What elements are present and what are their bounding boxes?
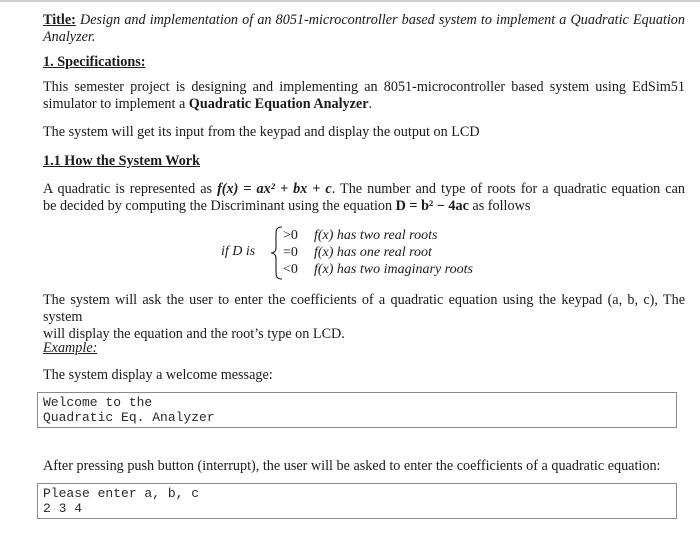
case-description: f(x) has two real roots bbox=[314, 228, 438, 243]
example-heading: Example: bbox=[43, 340, 98, 356]
quadratic-formula: f(x) = ax² + bx + c bbox=[217, 181, 332, 197]
case-description: f(x) has two imaginary roots bbox=[314, 262, 473, 277]
para3-line-2 bbox=[43, 198, 685, 215]
case-condition: =0 bbox=[283, 245, 298, 260]
para3-text-b: . The number and type of roots for a quadratic equation can bbox=[331, 181, 685, 197]
para1-bold: Quadratic Equation Analyzer bbox=[188, 96, 369, 112]
specifications-heading: 1. Specifications: bbox=[43, 54, 146, 70]
title-text-1: Design and implementation of an 8051-microcontroller based system to implement a Quadratic Equation bbox=[79, 12, 685, 28]
para4-line-2: will display the equation and the root’s type on LCD. bbox=[43, 326, 345, 342]
lcd-line-2: Quadratic Eq. Analyzer bbox=[43, 410, 215, 425]
case-row bbox=[283, 227, 437, 244]
lcd-line-1: Please enter a, b, c bbox=[43, 486, 200, 501]
cases-lead: if D is bbox=[221, 244, 256, 259]
lcd-prompt-box bbox=[37, 483, 677, 519]
specifications-paragraph bbox=[43, 79, 685, 113]
para3-line-1 bbox=[43, 181, 685, 198]
para1-pre: simulator to implement a bbox=[43, 96, 189, 112]
para1-post: . bbox=[368, 96, 373, 112]
case-row bbox=[283, 261, 473, 278]
document-title bbox=[43, 12, 685, 46]
para3-text-d: as follows bbox=[468, 198, 531, 214]
case-condition: >0 bbox=[283, 228, 298, 243]
case-description: f(x) has one real root bbox=[314, 245, 432, 260]
input-output-paragraph: The system will get its input from the keypad and display the output on LCD bbox=[43, 124, 480, 140]
title-text-2: Analyzer. bbox=[43, 29, 96, 45]
discriminant-formula: D = b² − 4ac bbox=[395, 198, 469, 214]
lcd-welcome-box bbox=[37, 392, 677, 428]
after-interrupt-text: After pressing push button (interrupt), the user will be asked to enter the coefficients of a quadratic equation: bbox=[43, 458, 661, 474]
para3-text-c: be decided by computing the Discriminant using the equation bbox=[43, 198, 396, 214]
para3-text-a: A quadratic is represented as bbox=[43, 181, 218, 197]
lcd-line-2: 2 3 4 bbox=[43, 501, 83, 516]
welcome-text: The system display a welcome message: bbox=[43, 367, 273, 383]
para1-line-2 bbox=[43, 96, 685, 113]
para4-line-1: The system will ask the user to enter the coefficients of a quadratic equation using the keypad (a, b, c), The system bbox=[43, 292, 685, 325]
title-line-1 bbox=[43, 12, 685, 29]
lcd-line-1: Welcome to the bbox=[43, 395, 153, 410]
case-row bbox=[283, 244, 432, 261]
how-it-works-heading: 1.1 How the System Work bbox=[43, 153, 200, 169]
case-condition: <0 bbox=[283, 262, 298, 277]
quadratic-paragraph bbox=[43, 181, 685, 215]
left-brace-icon bbox=[270, 226, 284, 280]
system-input-paragraph bbox=[43, 292, 685, 343]
top-divider bbox=[0, 0, 700, 2]
title-label: Title: bbox=[43, 12, 76, 28]
para1-line-1: This semester project is designing and implementing an 8051-microcontroller based system using EdSim51 bbox=[43, 79, 685, 95]
